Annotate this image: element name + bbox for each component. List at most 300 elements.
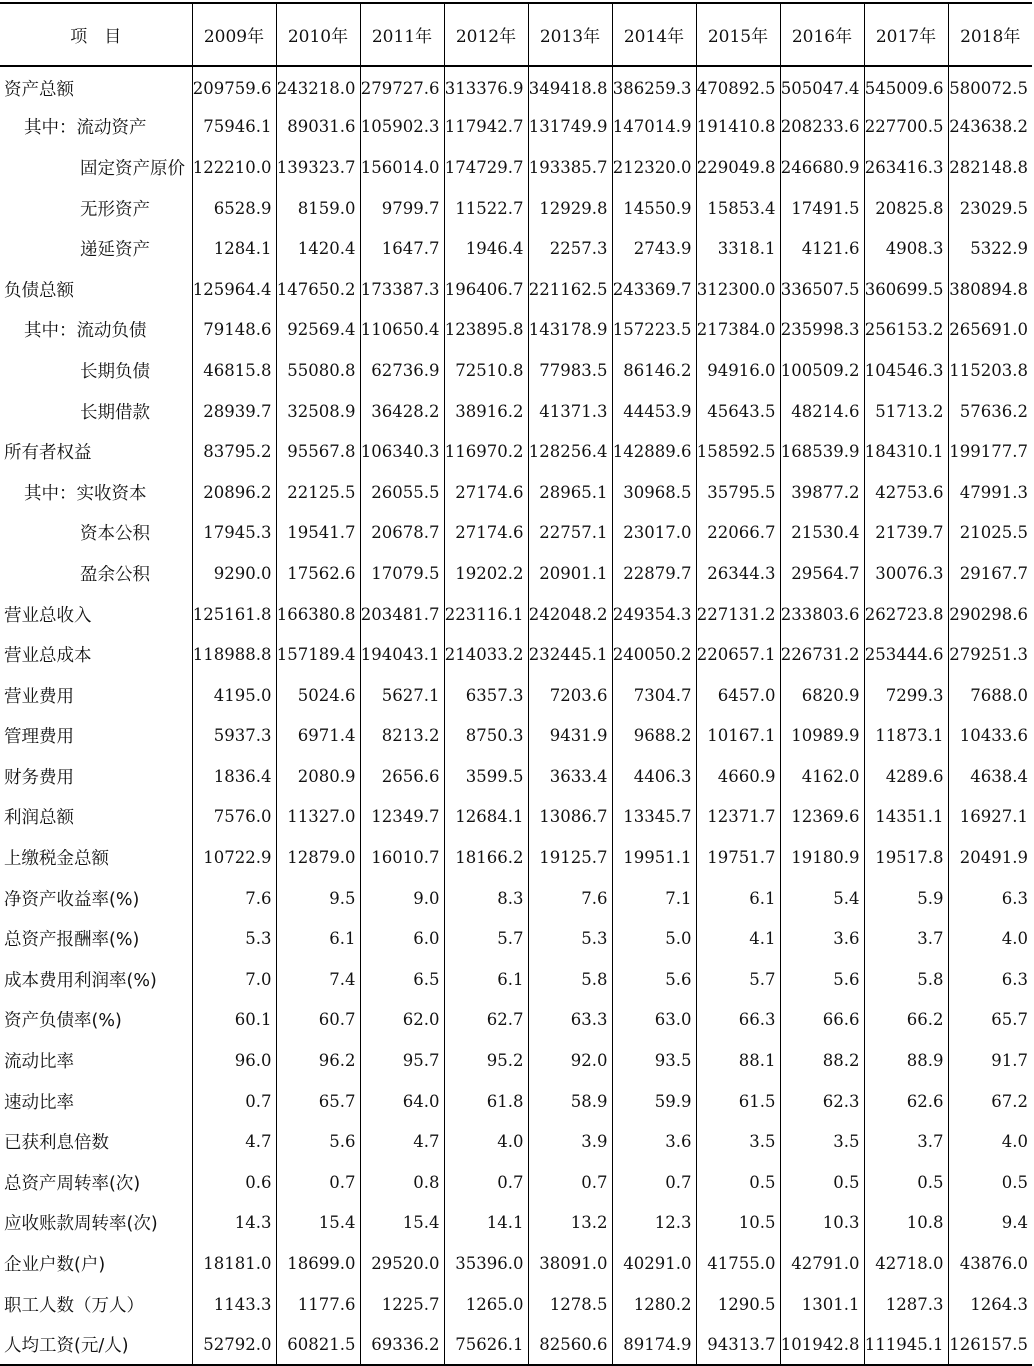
table-cell: 221162.5 [528,269,612,310]
table-cell: 3318.1 [696,228,780,269]
table-cell: 27174.6 [444,472,528,513]
table-cell: 360699.5 [864,269,948,310]
table-cell: 7299.3 [864,675,948,716]
table-cell: 6528.9 [192,188,276,229]
table-cell: 256153.2 [864,310,948,351]
table-cell: 51713.2 [864,391,948,432]
table-cell: 10.3 [780,1203,864,1244]
table-cell: 35795.5 [696,472,780,513]
table-row [0,634,1032,675]
header-year: 2009年 [192,3,276,66]
table-row [0,269,1032,310]
table-cell: 32508.9 [276,391,360,432]
table-cell: 15.4 [276,1203,360,1244]
table-cell: 67.2 [948,1081,1032,1122]
table-row [0,756,1032,797]
table-cell: 12879.0 [276,837,360,878]
table-cell: 226731.2 [780,634,864,675]
table-cell: 5.9 [864,878,948,919]
table-cell: 2080.9 [276,756,360,797]
table-cell: 208233.6 [780,107,864,148]
table-cell: 5322.9 [948,228,1032,269]
table-cell: 95567.8 [276,431,360,472]
table-cell: 39877.2 [780,472,864,513]
table-cell: 5.8 [864,959,948,1000]
table-cell: 9290.0 [192,553,276,594]
table-row [0,878,1032,919]
table-cell: 48214.6 [780,391,864,432]
table-cell: 262723.8 [864,594,948,635]
table-cell: 9431.9 [528,716,612,757]
header-item-label: 项 目 [0,3,192,66]
table-cell: 15.4 [360,1203,444,1244]
row-label: 所有者权益 [4,443,92,464]
table-cell: 35396.0 [444,1243,528,1284]
table-cell: 8213.2 [360,716,444,757]
table-cell: 106340.3 [360,431,444,472]
header-year: 2016年 [780,3,864,66]
table-cell: 9.0 [360,878,444,919]
row-label: 资本公积 [80,524,150,545]
table-cell: 10433.6 [948,716,1032,757]
table-cell: 11873.1 [864,716,948,757]
table-cell: 52792.0 [192,1324,276,1365]
row-label: 利润总额 [4,808,74,829]
table-cell: 243369.7 [612,269,696,310]
table-row [0,553,1032,594]
header-year: 2018年 [948,3,1032,66]
table-cell: 126157.5 [948,1324,1032,1365]
table-cell: 3.9 [528,1121,612,1162]
table-cell: 8750.3 [444,716,528,757]
table-cell: 9.4 [948,1203,1032,1244]
header-year: 2014年 [612,3,696,66]
table-cell: 313376.9 [444,66,528,107]
table-cell: 18166.2 [444,837,528,878]
row-label: 其中：流动资产 [24,118,147,139]
row-label: 财务费用 [4,767,74,788]
header-year: 2015年 [696,3,780,66]
table-cell: 7304.7 [612,675,696,716]
table-cell: 227131.2 [696,594,780,635]
table-row [0,918,1032,959]
table-cell: 57636.2 [948,391,1032,432]
table-cell: 3633.4 [528,756,612,797]
row-label: 成本费用利润率(%) [4,970,157,991]
table-cell: 1946.4 [444,228,528,269]
table-cell: 79148.6 [192,310,276,351]
table-cell: 6.1 [696,878,780,919]
table-cell: 10989.9 [780,716,864,757]
table-cell: 123895.8 [444,310,528,351]
table-cell: 21530.4 [780,513,864,554]
row-label: 负债总额 [4,280,74,301]
table-cell: 545009.6 [864,66,948,107]
table-cell: 63.0 [612,1000,696,1041]
table-cell: 243638.2 [948,107,1032,148]
table-row [0,594,1032,635]
row-label: 管理费用 [4,727,74,748]
table-cell: 28939.7 [192,391,276,432]
table-cell: 116970.2 [444,431,528,472]
table-cell: 95.7 [360,1040,444,1081]
table-cell: 4162.0 [780,756,864,797]
header-year: 2011年 [360,3,444,66]
table-cell: 212320.0 [612,147,696,188]
table-cell: 89031.6 [276,107,360,148]
table-cell: 1225.7 [360,1284,444,1325]
table-row [0,837,1032,878]
row-label: 递延资产 [80,240,150,261]
table-cell: 7.1 [612,878,696,919]
table-cell: 4.0 [444,1121,528,1162]
table-cell: 128256.4 [528,431,612,472]
table-row [0,350,1032,391]
table-cell: 7.6 [528,878,612,919]
table-cell: 105902.3 [360,107,444,148]
table-cell: 88.9 [864,1040,948,1081]
table-cell: 43876.0 [948,1243,1032,1284]
table-body [0,66,1032,1365]
table-cell: 240050.2 [612,634,696,675]
table-cell: 242048.2 [528,594,612,635]
table-cell: 7576.0 [192,797,276,838]
table-cell: 2257.3 [528,228,612,269]
table-cell: 41371.3 [528,391,612,432]
table-cell: 11522.7 [444,188,528,229]
table-cell: 26055.5 [360,472,444,513]
table-cell: 94916.0 [696,350,780,391]
table-cell: 111945.1 [864,1324,948,1365]
table-cell: 1264.3 [948,1284,1032,1325]
table-cell: 62.7 [444,1000,528,1041]
table-cell: 29520.0 [360,1243,444,1284]
table-cell: 30968.5 [612,472,696,513]
table-cell: 470892.5 [696,66,780,107]
table-cell: 580072.5 [948,66,1032,107]
table-cell: 1301.1 [780,1284,864,1325]
table-cell: 17562.6 [276,553,360,594]
table-cell: 62.0 [360,1000,444,1041]
table-cell: 72510.8 [444,350,528,391]
table-cell: 22879.7 [612,553,696,594]
table-cell: 7688.0 [948,675,1032,716]
table-cell: 13345.7 [612,797,696,838]
table-cell: 5.7 [696,959,780,1000]
table-cell: 6.0 [360,918,444,959]
row-label: 总资产报酬率(%) [4,930,140,951]
row-label: 其中：实收资本 [24,483,147,504]
table-cell: 6.1 [444,959,528,1000]
table-cell: 95.2 [444,1040,528,1081]
table-cell: 2656.6 [360,756,444,797]
table-cell: 194043.1 [360,634,444,675]
table-cell: 65.7 [276,1081,360,1122]
table-cell: 15853.4 [696,188,780,229]
table-row [0,1324,1032,1365]
table-cell: 0.7 [528,1162,612,1203]
table-cell: 191410.8 [696,107,780,148]
table-cell: 96.0 [192,1040,276,1081]
table-cell: 14.1 [444,1203,528,1244]
table-cell: 63.3 [528,1000,612,1041]
table-cell: 8.3 [444,878,528,919]
table-cell: 23029.5 [948,188,1032,229]
table-cell: 4.7 [360,1121,444,1162]
row-label: 其中：流动负债 [24,321,147,342]
table-cell: 505047.4 [780,66,864,107]
table-cell: 0.5 [780,1162,864,1203]
table-cell: 28965.1 [528,472,612,513]
table-cell: 122210.0 [192,147,276,188]
table-row [0,66,1032,107]
table-cell: 1265.0 [444,1284,528,1325]
table-cell: 156014.0 [360,147,444,188]
table-cell: 14351.1 [864,797,948,838]
table-cell: 110650.4 [360,310,444,351]
table-cell: 312300.0 [696,269,780,310]
table-cell: 4121.6 [780,228,864,269]
header-year: 2013年 [528,3,612,66]
table-cell: 91.7 [948,1040,1032,1081]
table-cell: 16927.1 [948,797,1032,838]
table-cell: 173387.3 [360,269,444,310]
table-cell: 96.2 [276,1040,360,1081]
table-row [0,147,1032,188]
table-cell: 27174.6 [444,513,528,554]
table-row [0,797,1032,838]
table-cell: 92569.4 [276,310,360,351]
row-label: 盈余公积 [80,564,150,585]
table-row [0,228,1032,269]
table-cell: 19517.8 [864,837,948,878]
table-cell: 65.7 [948,1000,1032,1041]
table-cell: 93.5 [612,1040,696,1081]
table-cell: 45643.5 [696,391,780,432]
table-cell: 3.7 [864,918,948,959]
table-cell: 139323.7 [276,147,360,188]
table-cell: 18699.0 [276,1243,360,1284]
table-cell: 18181.0 [192,1243,276,1284]
table-cell: 3.5 [780,1121,864,1162]
table-cell: 282148.8 [948,147,1032,188]
table-cell: 23017.0 [612,513,696,554]
table-cell: 22757.1 [528,513,612,554]
table-cell: 125964.4 [192,269,276,310]
statistics-table [0,2,1032,1366]
table-cell: 3.6 [612,1121,696,1162]
table-cell: 83795.2 [192,431,276,472]
table-cell: 75946.1 [192,107,276,148]
header-year: 2010年 [276,3,360,66]
table-cell: 9.5 [276,878,360,919]
table-cell: 92.0 [528,1040,612,1081]
table-cell: 6.1 [276,918,360,959]
table-cell: 4.7 [192,1121,276,1162]
table-cell: 12349.7 [360,797,444,838]
table-cell: 22125.5 [276,472,360,513]
table-cell: 3.6 [780,918,864,959]
row-label: 应收账款周转率(次) [4,1214,158,1235]
table-cell: 6820.9 [780,675,864,716]
table-cell: 62.6 [864,1081,948,1122]
table-cell: 5.3 [192,918,276,959]
table-cell: 11327.0 [276,797,360,838]
table-header-row [0,3,1032,66]
table-cell: 13086.7 [528,797,612,838]
table-cell: 143178.9 [528,310,612,351]
table-cell: 12.3 [612,1203,696,1244]
row-label: 固定资产原价 [80,158,185,179]
table-cell: 46815.8 [192,350,276,391]
table-cell: 0.7 [276,1162,360,1203]
table-cell: 12684.1 [444,797,528,838]
row-label: 资产负债率(%) [4,1011,122,1032]
table-cell: 9799.7 [360,188,444,229]
table-cell: 115203.8 [948,350,1032,391]
table-cell: 249354.3 [612,594,696,635]
table-cell: 118988.8 [192,634,276,675]
row-label: 流动比率 [4,1052,74,1073]
table-cell: 246680.9 [780,147,864,188]
table-cell: 14550.9 [612,188,696,229]
table-cell: 1280.2 [612,1284,696,1325]
table-row [0,716,1032,757]
table-cell: 10167.1 [696,716,780,757]
table-row [0,472,1032,513]
table-cell: 42753.6 [864,472,948,513]
table-cell: 0.7 [612,1162,696,1203]
table-cell: 19125.7 [528,837,612,878]
table-cell: 19541.7 [276,513,360,554]
table-cell: 166380.8 [276,594,360,635]
table-cell: 5.3 [528,918,612,959]
table-cell: 30076.3 [864,553,948,594]
table-cell: 279727.6 [360,66,444,107]
table-cell: 66.3 [696,1000,780,1041]
table-cell: 66.2 [864,1000,948,1041]
table-cell: 214033.2 [444,634,528,675]
table-cell: 64.0 [360,1081,444,1122]
table-cell: 82560.6 [528,1324,612,1365]
table-cell: 5.0 [612,918,696,959]
table-cell: 69336.2 [360,1324,444,1365]
table-cell: 19202.2 [444,553,528,594]
table-cell: 36428.2 [360,391,444,432]
table-cell: 20678.7 [360,513,444,554]
table-cell: 44453.9 [612,391,696,432]
table-cell: 1287.3 [864,1284,948,1325]
table-cell: 4638.4 [948,756,1032,797]
table-cell: 0.6 [192,1162,276,1203]
row-label: 速动比率 [4,1092,74,1113]
table-cell: 60821.5 [276,1324,360,1365]
table-cell: 5.6 [612,959,696,1000]
table-cell: 19751.7 [696,837,780,878]
table-cell: 60.1 [192,1000,276,1041]
table-cell: 19951.1 [612,837,696,878]
table-row [0,1284,1032,1325]
table-cell: 265691.0 [948,310,1032,351]
table-cell: 5.7 [444,918,528,959]
table-cell: 199177.7 [948,431,1032,472]
table-cell: 12369.6 [780,797,864,838]
table-cell: 13.2 [528,1203,612,1244]
table-cell: 1284.1 [192,228,276,269]
table-cell: 125161.8 [192,594,276,635]
table-cell: 220657.1 [696,634,780,675]
row-label: 无形资产 [80,199,150,220]
table-cell: 147014.9 [612,107,696,148]
table-cell: 6457.0 [696,675,780,716]
table-cell: 58.9 [528,1081,612,1122]
table-cell: 1647.7 [360,228,444,269]
table-cell: 217384.0 [696,310,780,351]
table-cell: 5627.1 [360,675,444,716]
table-cell: 209759.6 [192,66,276,107]
table-cell: 3.7 [864,1121,948,1162]
table-cell: 4289.6 [864,756,948,797]
table-row [0,431,1032,472]
table-cell: 21025.5 [948,513,1032,554]
table-row [0,675,1032,716]
table-row [0,1203,1032,1244]
table-cell: 196406.7 [444,269,528,310]
table-cell: 4.1 [696,918,780,959]
table-cell: 47991.3 [948,472,1032,513]
table-cell: 7.6 [192,878,276,919]
table-row [0,1243,1032,1284]
table-cell: 4195.0 [192,675,276,716]
table-cell: 349418.8 [528,66,612,107]
table-cell: 0.7 [444,1162,528,1203]
table-cell: 0.5 [864,1162,948,1203]
table-cell: 223116.1 [444,594,528,635]
table-cell: 29167.7 [948,553,1032,594]
table-cell: 147650.2 [276,269,360,310]
table-cell: 75626.1 [444,1324,528,1365]
row-label: 长期借款 [80,402,150,423]
row-label: 净资产收益率(%) [4,889,140,910]
table-cell: 4406.3 [612,756,696,797]
row-label: 人均工资(元/人) [0,1324,192,1365]
table-cell: 279251.3 [948,634,1032,675]
table-cell: 0.8 [360,1162,444,1203]
table-cell: 142889.6 [612,431,696,472]
table-cell: 157189.4 [276,634,360,675]
table-cell: 14.3 [192,1203,276,1244]
table-cell: 0.5 [948,1162,1032,1203]
table-cell: 1278.5 [528,1284,612,1325]
table-row [0,959,1032,1000]
table-cell: 61.8 [444,1081,528,1122]
table-cell: 4.0 [948,918,1032,959]
table-cell: 380894.8 [948,269,1032,310]
table-row [0,310,1032,351]
table-cell: 60.7 [276,1000,360,1041]
table-cell: 6.3 [948,959,1032,1000]
table-cell: 229049.8 [696,147,780,188]
header-year: 2012年 [444,3,528,66]
table-cell: 243218.0 [276,66,360,107]
table-cell: 88.2 [780,1040,864,1081]
table-cell: 233803.6 [780,594,864,635]
table-cell: 1177.6 [276,1284,360,1325]
table-cell: 3.5 [696,1121,780,1162]
table-cell: 20825.8 [864,188,948,229]
table-cell: 10.8 [864,1203,948,1244]
row-label: 资产总额 [4,80,74,101]
